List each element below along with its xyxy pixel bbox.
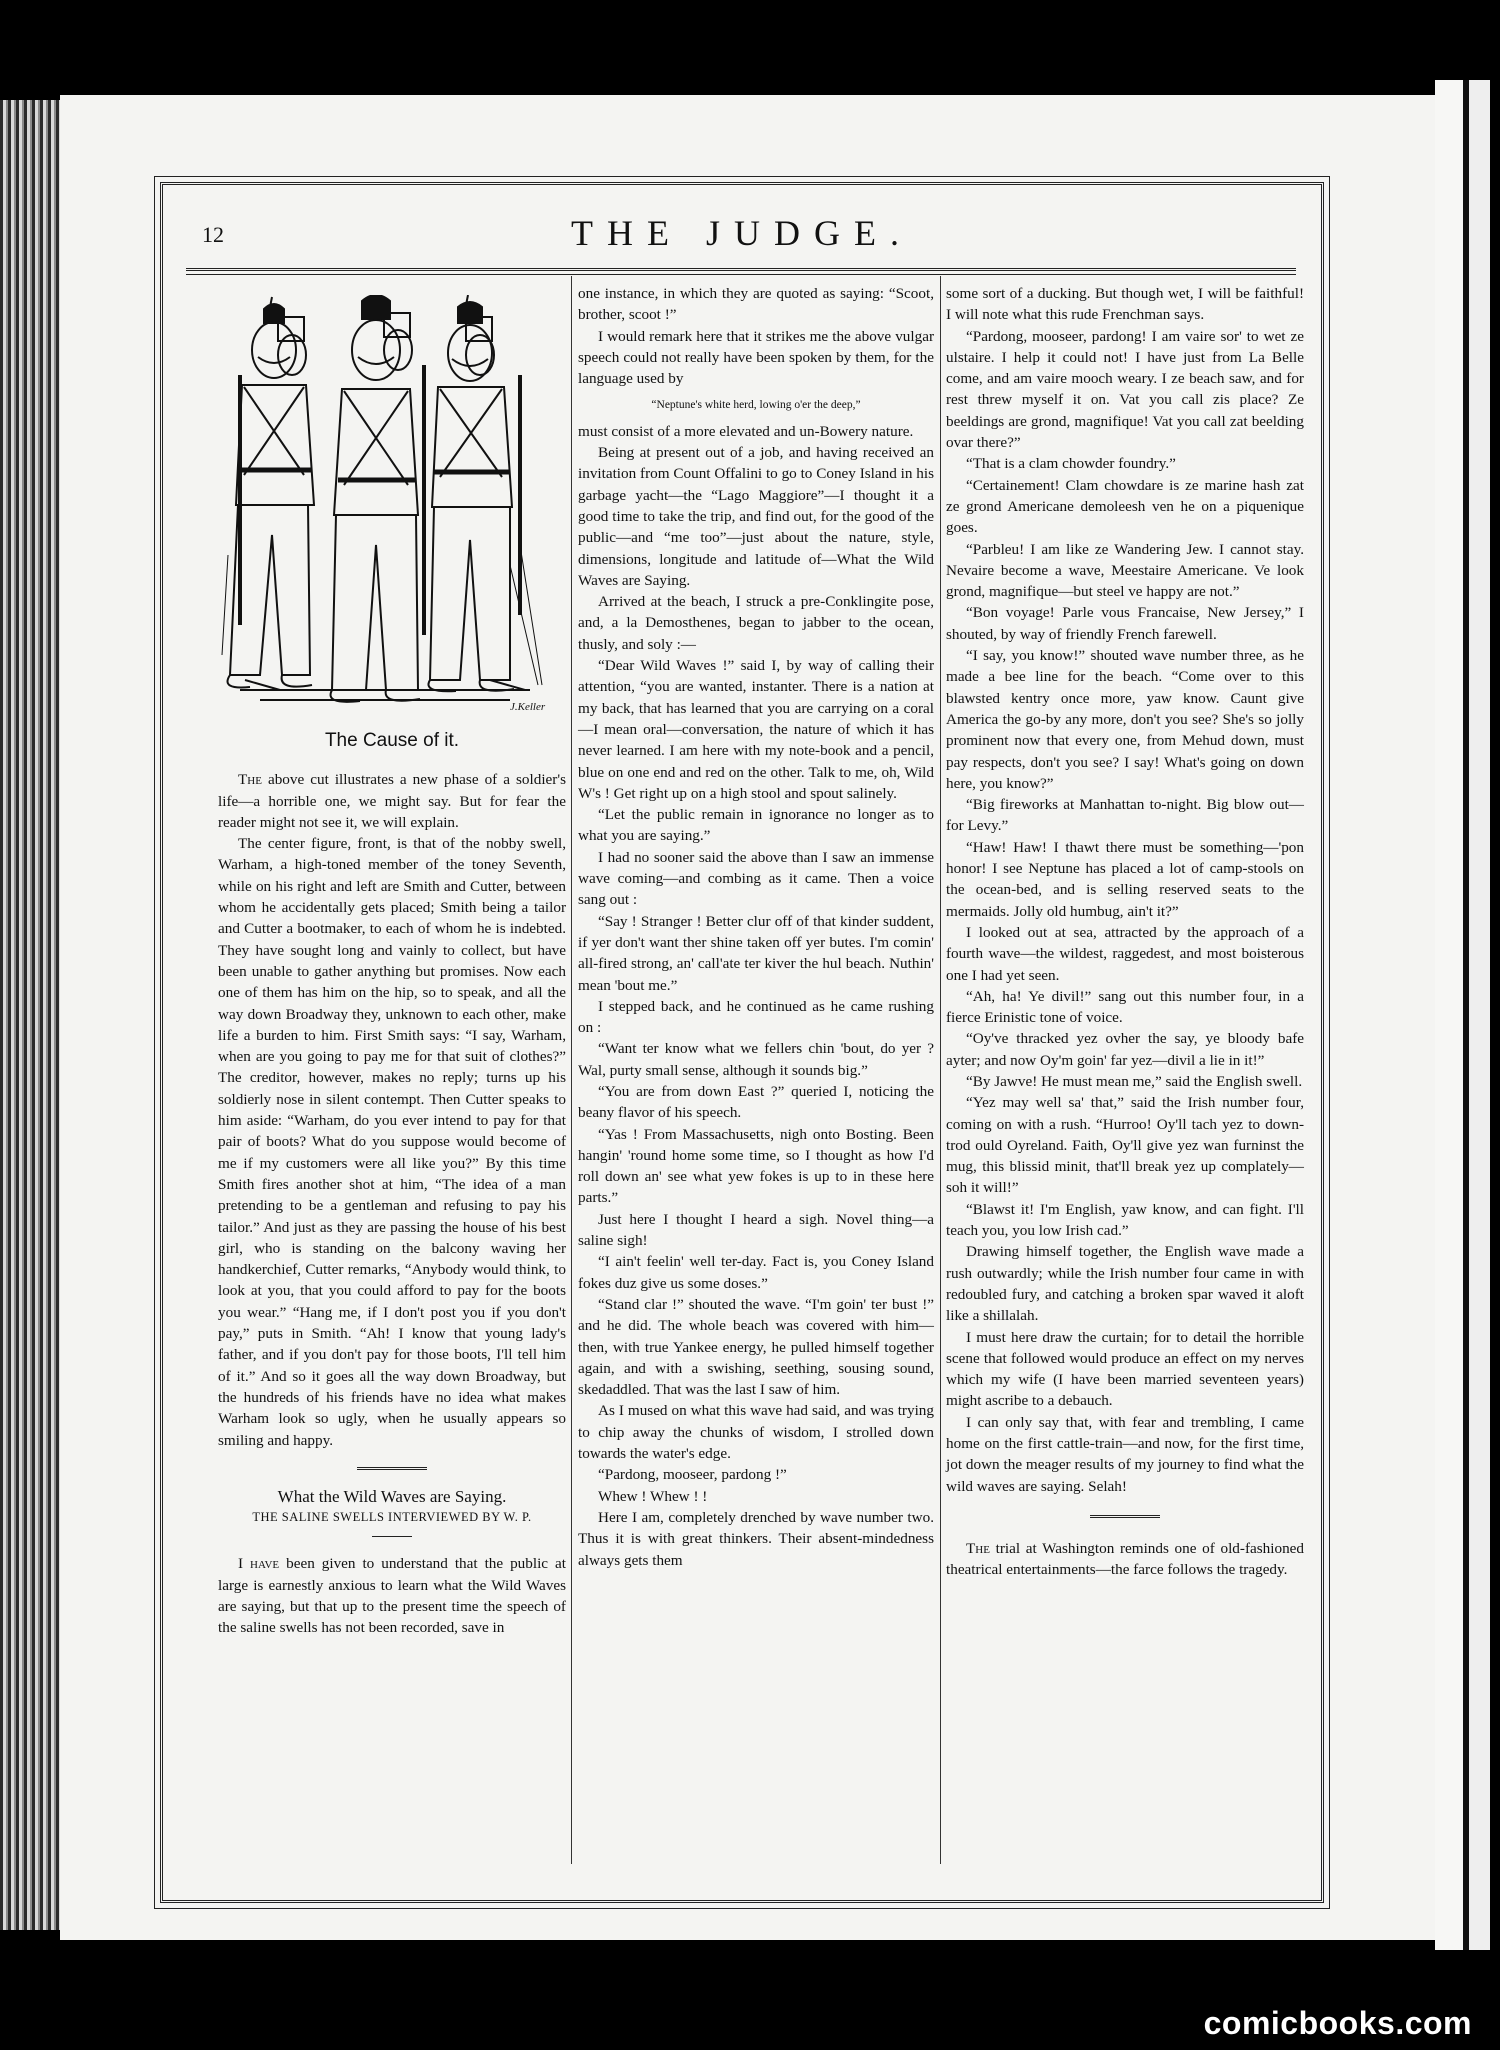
- masthead-title: THE JUDGE.: [571, 213, 913, 253]
- article2-paragraph: Here I am, completely drenched by wave number two. Thus it is with great thinkers. Their absent-mindedness always gets them: [578, 1508, 934, 1569]
- column-3: [946, 283, 1304, 1581]
- article2-paragraph: “By Jawve! He must mean me,” said the English swell.: [966, 1072, 1303, 1090]
- article2-paragraph: I can only say that, with fear and trembling, I came home on the first cattle-train—and now, for the first time, jot down the meager results of my journey to find what the wild waves are saying. Selah!: [946, 1413, 1304, 1495]
- column-rule-1: [571, 276, 572, 1864]
- facing-page-edge: [1435, 80, 1490, 1950]
- article2-paragraph: “Parbleu! I am like ze Wandering Jew. I cannot stay. Nevaire become a wave, Meestaire Americane. Ve look grond, magnifique—but steel ve happy are not.”: [946, 540, 1304, 601]
- section-divider: [357, 1467, 427, 1472]
- article1-paragraph-2: The center figure, front, is that of the nobby swell, Warham, a high-toned member of the toney Seventh, while on his right and left are Smith and Cutter, between whom he accidentally gets placed; Smith being a tailor and Cutter a bootmaker, to each of whom he is indebted. They have sought long and vainly to collect, but have been unable to gather anything but promises. Now each one of them has him on the hip, so to speak, and all the way down Broadway they, unknown to each other, make life a burden to him. First Smith says: “I say, Warham, when are you going to pay me for that suit of clothes?” The creditor, however, makes no reply; turns up his soldierly nose in silent contempt. Then Cutter speaks to him aside: “Warham, do you ever intend to pay for that pair of boots? What do you suppose would become of me if my customers were all like you?” By this time Smith fires another shot at him, “The idea of a man pretending to be a gentleman and refusing to pay his tailor.” And just as they are passing the house of his best girl, who is standing on the balcony waving her handkerchief, Cutter remarks, “Anybody would think, to look at you, that you could afford to pay for the boots you wear.” “Hang me, if I don't post you if you don't pay,” puts in Smith. “Ah! I know that young lady's father, and if you don't pay for those boots, I'll tell him of it.” And so it goes all the way down Broadway, but the hundreds of his friends have no idea what makes Warham look so ugly, when he usually appears so smiling and happy.: [218, 835, 566, 1449]
- watermark: comicbooks.com: [1203, 2005, 1472, 2041]
- article2-paragraph: “I say, you know!” shouted wave number three, as he made a bee line for the beach. “Come over to this blawsted kentry once more, yaw know. Caunt give America the go-by any more, don't you see? She's so jolly prominent now that every one, from Mehud down, must pay respects, don't you see? I say! What's going on down here, you know?”: [946, 647, 1304, 792]
- article2-paragraph: “Dear Wild Waves !” said I, by way of calling their attention, “you are wanted, instanter. There is a nation at my back, that has learned that you are carrying on a coral—I mean oral—conversation, the nature of which it has never learned. I am here with my note-book and a pencil, blue on one end and red on the other. Talk to me, oh, Wild W's ! Get right up on a high stool and spout salinely.: [578, 657, 934, 802]
- column-1: [218, 283, 566, 1639]
- article1-lead: The: [238, 771, 262, 789]
- article2-paragraph: “Pardong, mooseer, pardong !”: [598, 1466, 787, 1484]
- illustration-signature: J.Keller: [510, 701, 546, 713]
- note-divider: [1090, 1515, 1160, 1520]
- masthead-rule: [186, 268, 1296, 275]
- article2-paragraph: “You are from down East ?” queried I, noticing the beany flavor of his speech.: [578, 1082, 934, 1122]
- article2-paragraph: “Yas ! From Massachusetts, nigh onto Bosting. Been hangin' 'round home some time, so I thought as how I'd roll down an' see what yew fokes is up to in these here parts.”: [578, 1125, 934, 1207]
- article2-quote: “Neptune's white herd, lowing o'er the deep,”: [651, 399, 861, 412]
- article2-paragraph: “Stand clar !” shouted the wave. “I'm goin' ter bust !” and he did. The whole beach was covered with him—then, with true Yankee energy, he pulled himself together again, and with a swishing, seething, sousing sound, skedaddled. That was the last I saw of him.: [578, 1295, 934, 1399]
- article2-paragraph: I would remark here that it strikes me the above vulgar speech could not really have been spoken by them, for the language used by: [578, 327, 934, 388]
- article2-paragraph: “Yez may well sa' that,” said the Irish number four, coming on with a rush. “Hurroo! Oy'll tach yez to down-trod ould Oyreland. Faith, Oy'll give yez wan furninst the mug, this blissid minit, that'll break yez up complately—soh it will!”: [946, 1094, 1304, 1197]
- article2-paragraph: Arrived at the beach, I struck a pre-Conklingite pose, and, a la Demosthenes, began to jabber to the ocean, thusly, and soly :—: [578, 593, 934, 653]
- article2-paragraph: I stepped back, and he continued as he came rushing on :: [578, 997, 934, 1037]
- article2-paragraph: some sort of a ducking. But though wet, I will be faithful! I will note what this rude Frenchman says.: [946, 285, 1304, 324]
- column-rule-2: [940, 276, 941, 1864]
- illustration-graphic: [220, 295, 550, 720]
- article2-title: What the Wild Waves are Saying.: [277, 1486, 507, 1506]
- article2-paragraph: “Pardong, mooseer, pardong! I am vaire sor' to wet ze ulstaire. I help it could not! I have just from La Belle come, and am vaire mooch weary. I ze beach saw, and for rest threw myself it on. Vat you call zis place? Ze beeldings are grond, magnifique! Vat you call zat beelding ovar there?”: [946, 327, 1304, 452]
- article2-paragraph: must consist of a more elevated and un-Bowery nature.: [578, 422, 914, 440]
- article2-paragraph: “Blawst it! I'm English, yaw know, and can fight. I'll teach you, you low Irish cad.”: [946, 1200, 1304, 1240]
- note-lead: The: [966, 1539, 990, 1557]
- page-number: 12: [202, 222, 224, 247]
- soldiers-illustration: [220, 295, 550, 720]
- article2-paragraph: Drawing himself together, the English wave made a rush outwardly; while the Irish number four came in with redoubled fury, and catching a broken spar waved it aloft like a shillalah.: [946, 1243, 1304, 1325]
- article2-paragraph: “Ah, ha! Ye divil!” sang out this number four, in a fierce Erinistic tone of voice.: [946, 987, 1304, 1027]
- byline-divider: [372, 1536, 412, 1537]
- article2-paragraph: “Haw! Haw! I thawt there must be something—'pon honor! I see Neptune has placed a lot of camp-stools on the ocean-bed, and is selling reserved seats to the mermaids. Jolly old humbug, ain't it?”: [946, 838, 1304, 920]
- article2-paragraph: “Want ter know what we fellers chin 'bout, do yer ? Wal, purty small sense, although it sounds big.”: [578, 1040, 934, 1079]
- column-2: [578, 283, 934, 1571]
- article2-paragraph: “Oy've thracked yez ovher the say, ye bloody bafe ayter; and now Oy'm goin' far yez—divil a lie in it!”: [946, 1030, 1304, 1069]
- article2-paragraph: “Big fireworks at Manhattan to-night. Big blow out—for Levy.”: [946, 796, 1304, 835]
- article2-lead: I have: [238, 1555, 280, 1573]
- article2-paragraph: “Certainement! Clam chowdare is ze marine hash zat ze grond Americane demoleesh ven he on a piquenique goes.: [946, 476, 1304, 537]
- article2-paragraph: “Bon voyage! Parle vous Francaise, New Jersey,” I shouted, by way of friendly French farewell.: [946, 604, 1304, 643]
- article2-column-2-body: [578, 421, 934, 1571]
- article2-paragraph: “That is a clam chowder foundry.”: [966, 455, 1176, 473]
- article2-paragraph: I must here draw the curtain; for to detail the horrible scene that followed would produce an effect on my nerves which my wife (I have been married seventeen years) might ascribe to a debauch.: [946, 1328, 1304, 1410]
- article2-paragraph: “Say ! Stranger ! Better clur off of that kinder suddent, if yer don't want ther shine taken off yer butes. I'm comin' all-fired strong, an' call'ate ter kiver the hul beach. Nuthin' mean 'bout me.”: [578, 912, 934, 994]
- article2-paragraph: I had no sooner said the above than I saw an immense wave coming—and combing as it came. Then a voice sang out :: [578, 848, 934, 909]
- article1-paragraph-1: The above cut illustrates a new phase of a soldier's life—a horrible one, we might say. But for fear the reader might not see it, we will explain.: [218, 771, 566, 831]
- article2-paragraph: I looked out at sea, attracted by the approach of a fourth wave—the wildest, raggedest, and most boisterous one I had yet seen.: [946, 923, 1304, 984]
- article2-paragraph: Whew ! Whew ! !: [598, 1487, 708, 1505]
- note-paragraph: The trial at Washington reminds one of old-fashioned theatrical entertainments—the farce follows the tragedy.: [946, 1539, 1304, 1579]
- article2-paragraph: As I mused on what this wave had said, and was trying to chip away the chunks of wisdom, I strolled down towards the water's edge.: [578, 1402, 934, 1463]
- article2-column-3-body: [946, 283, 1304, 1497]
- article2-paragraph: Being at present out of a job, and having received an invitation from Count Offalini to go to Coney Island in his garbage yacht—the “Lago Maggiore”—I thought it a good time to take the trip, and find out, for the good of the public—and “me too”—just about the nature, style, dimensions, longitude and latitude of—What the Wild Waves are Saying.: [578, 444, 934, 589]
- article2-byline: THE SALINE SWELLS INTERVIEWED BY W. P.: [252, 1510, 532, 1525]
- article2-paragraph: “I ain't feelin' well ter-day. Fact is, you Coney Island fokes duz give us some doses.”: [578, 1253, 934, 1292]
- article2-paragraph: Just here I thought I heard a sigh. Novel thing—a saline sigh!: [578, 1210, 934, 1250]
- article2-paragraph: one instance, in which they are quoted as saying: “Scoot, brother, scoot !”: [578, 285, 934, 324]
- article2-paragraph: “Let the public remain in ignorance no longer as to what you are saying.”: [578, 806, 934, 845]
- article2-paragraph-1: I have been given to understand that the public at large is earnestly anxious to learn what the Wild Waves are saying, but that up to the present time the speech of the saline swells has not been recorded, save in: [218, 1555, 566, 1637]
- illustration-caption: The Cause of it.: [324, 730, 460, 751]
